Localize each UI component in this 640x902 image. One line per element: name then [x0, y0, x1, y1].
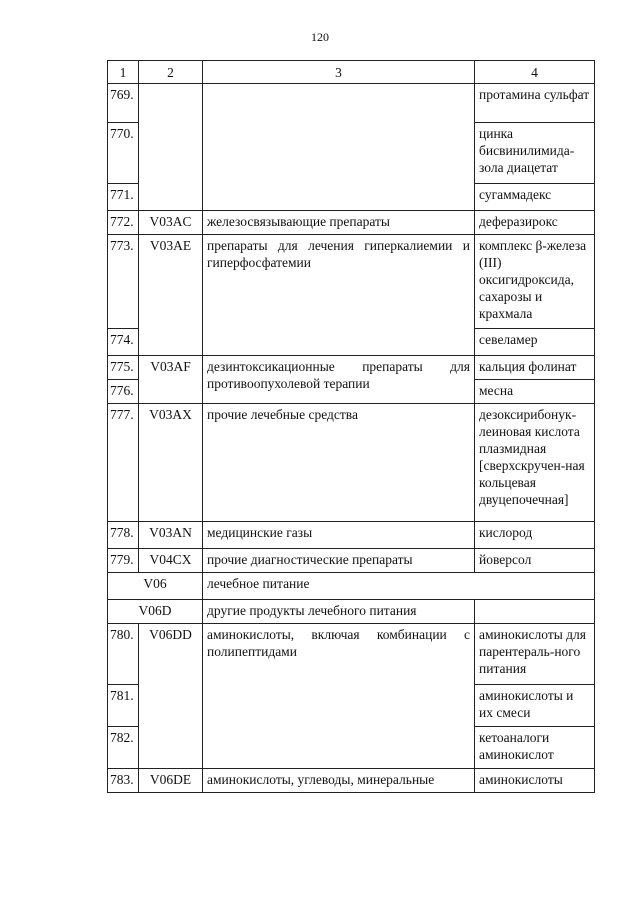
atc-code: V03AN: [139, 522, 203, 549]
row-number: 780.: [108, 624, 139, 685]
atc-code: V06D: [108, 600, 203, 624]
drug-name: севеламер: [475, 329, 595, 356]
drug-name: протамина сульфат: [475, 84, 595, 123]
header-col-4: 4: [475, 61, 595, 84]
drug-name: кетоаналоги аминокислот: [475, 727, 595, 769]
row-number: 781.: [108, 685, 139, 727]
row-number: 773.: [108, 235, 139, 329]
table-row-group-heading: [108, 600, 595, 624]
group-name-cell: [203, 84, 475, 211]
table-row: [108, 522, 595, 549]
header-col-1: 1: [108, 61, 139, 84]
table-row: [108, 211, 595, 235]
group-name: препараты для лечения гиперкалиемии и гиперфосфатемии: [203, 235, 475, 356]
table-row: [108, 84, 595, 123]
atc-code: V03AX: [139, 404, 203, 522]
row-number: 772.: [108, 211, 139, 235]
atc-code: V03AF: [139, 356, 203, 404]
drug-name-empty: [475, 600, 595, 624]
header-col-3: 3: [203, 61, 475, 84]
row-number: 775.: [108, 356, 139, 380]
table-row: [108, 235, 595, 329]
drug-name: аминокислоты для парентераль-ного питания: [475, 624, 595, 685]
group-name: прочие диагностические препараты: [203, 549, 475, 573]
drug-name: йоверсол: [475, 549, 595, 573]
group-name: прочие лечебные средства: [203, 404, 475, 522]
group-name: аминокислоты, включая комбинации с полипептидами: [203, 624, 475, 769]
table-row: [108, 356, 595, 380]
row-number: 776.: [108, 380, 139, 404]
row-number: 769.: [108, 84, 139, 123]
header-col-2: 2: [139, 61, 203, 84]
page-number: 120: [311, 30, 329, 44]
group-name: железосвязывающие препараты: [203, 211, 475, 235]
drug-name: месна: [475, 380, 595, 404]
row-number: 779.: [108, 549, 139, 573]
atc-code: V06DD: [139, 624, 203, 769]
table-header-row: [108, 61, 595, 84]
table-row: [108, 549, 595, 573]
drug-name: цинка бисвинилимида-зола диацетат: [475, 123, 595, 184]
atc-code: V03AE: [139, 235, 203, 356]
drug-name: дезоксирибонук-леиновая кислота плазмидная [сверхскручен-ная кольцевая двуцепочечная]: [475, 404, 595, 522]
drug-name: комплекс β-железа (III) оксигидроксида, сахарозы и крахмала: [475, 235, 595, 329]
row-number: 778.: [108, 522, 139, 549]
row-number: 771.: [108, 184, 139, 211]
table-row: [108, 624, 595, 685]
table-row: [108, 404, 595, 522]
row-number: 774.: [108, 329, 139, 356]
drug-name: аминокислоты и их смеси: [475, 685, 595, 727]
row-number: 777.: [108, 404, 139, 522]
drug-name: аминокислоты: [475, 769, 595, 793]
drug-name: кальция фолинат: [475, 356, 595, 380]
atc-code: V06DE: [139, 769, 203, 793]
group-name: медицинские газы: [203, 522, 475, 549]
group-name: другие продукты лечебного питания: [203, 600, 475, 624]
group-name: аминокислоты, углеводы, минеральные: [203, 769, 475, 793]
group-name: лечебное питание: [203, 573, 595, 600]
drug-name: кислород: [475, 522, 595, 549]
atc-code: V04CX: [139, 549, 203, 573]
row-number: 782.: [108, 727, 139, 769]
drug-name: деферазирокс: [475, 211, 595, 235]
table-row-group-heading: [108, 573, 595, 600]
drug-name: сугаммадекс: [475, 184, 595, 211]
group-name: дезинтоксикационные препараты для противоопухолевой терапии: [203, 356, 475, 404]
table-row: [108, 769, 595, 793]
atc-code: V06: [108, 573, 203, 600]
atc-code-cell: [139, 84, 203, 211]
atc-code: V03AC: [139, 211, 203, 235]
row-number: 770.: [108, 123, 139, 184]
row-number: 783.: [108, 769, 139, 793]
drug-classification-table: [107, 60, 595, 793]
